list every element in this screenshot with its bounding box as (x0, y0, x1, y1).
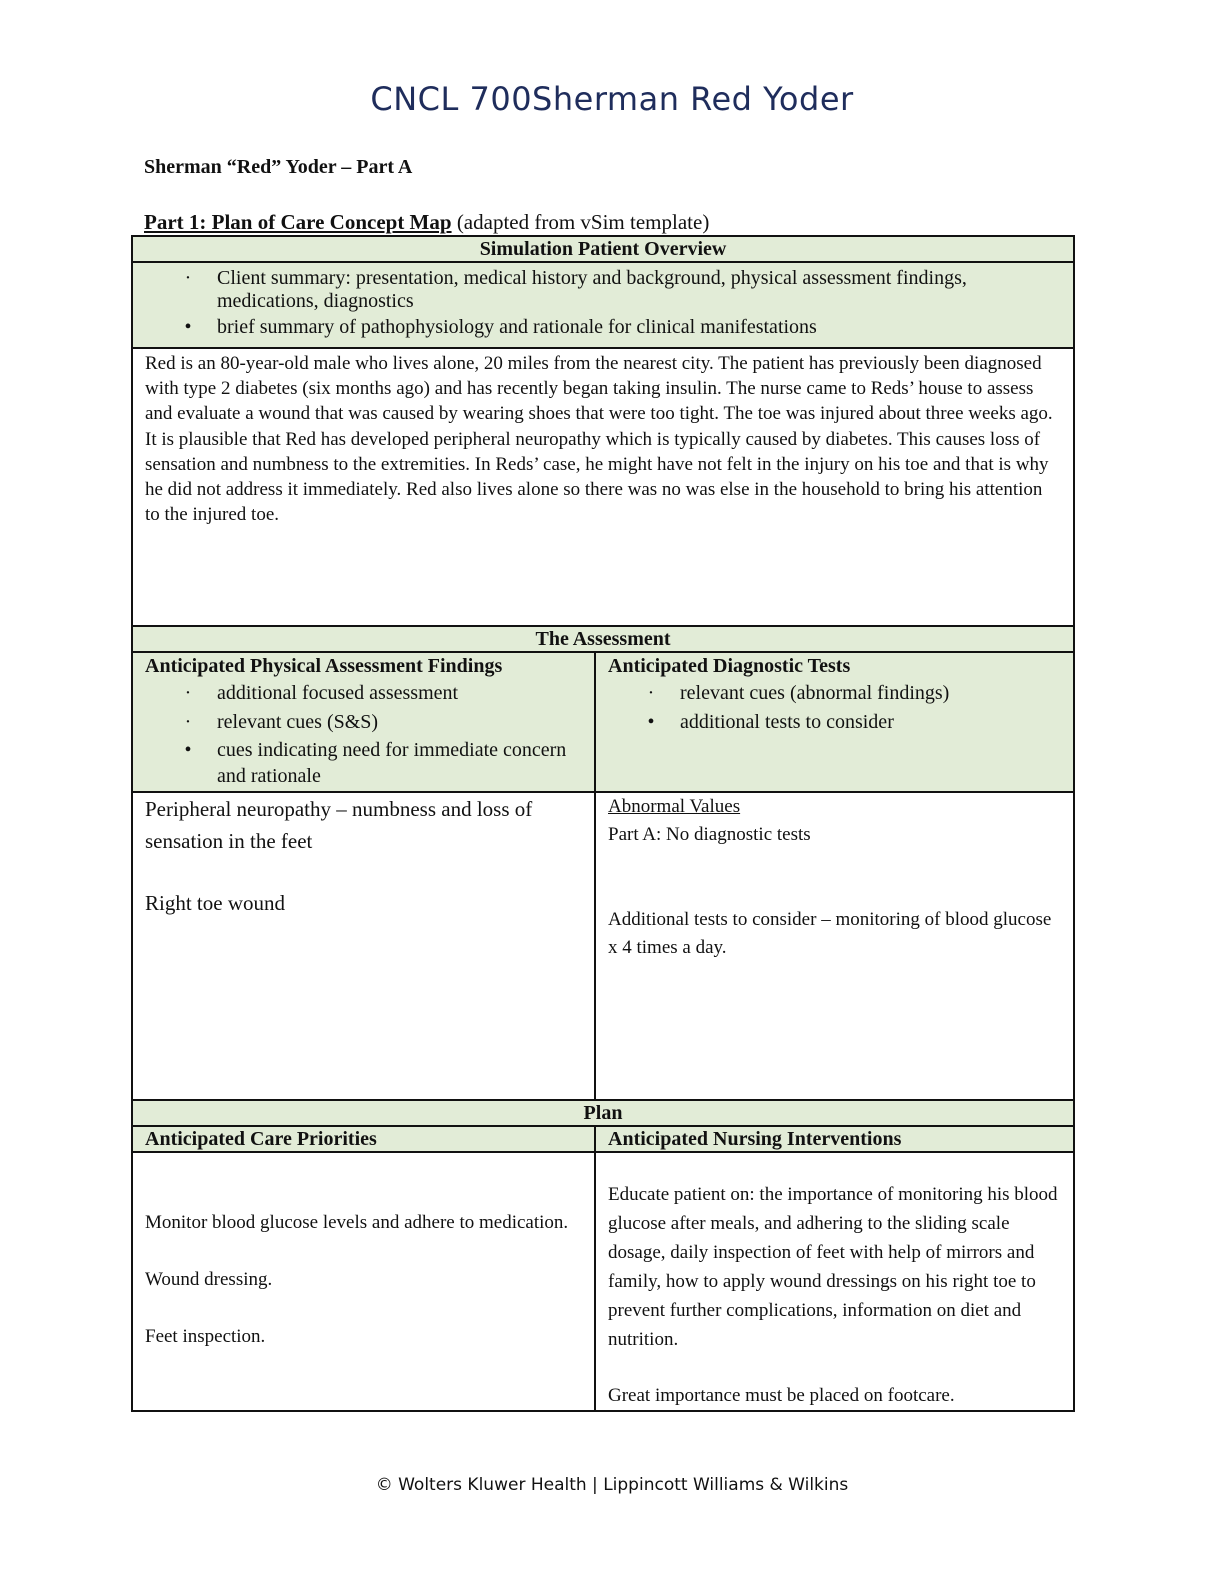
guide-item-text: cues indicating need for immediate concern and rationale (217, 739, 567, 787)
diagnostic-tests-header (595, 652, 1074, 792)
bullet-icon: · (184, 682, 192, 704)
assessment-title: The Assessment (132, 626, 1074, 652)
part-heading-bold: Part 1: Plan of Care Concept Map (144, 210, 452, 234)
care-priorities-cell (132, 1152, 595, 1411)
overview-narrative: Red is an 80-year-old male who lives alone, 20 miles from the nearest city. The patient has previously been diagnosed with type 2 diabetes (six months ago) and has recently began taking insulin. The nurse came to Reds’ house to assess and evaluate a wound that was caused by wearing shoes that were too tight. The toe was injured about three weeks ago. It is plausible that Red has developed peripheral neuropathy which is typically caused by diabetes. This causes loss of sensation and numbness to the extremities. In Reds’ case, he might have not felt in the injury on his toe and that is why he did not address it immediately. Red also lives alone so there was no was else in the household to bring his attention to the injured toe. (145, 353, 1053, 526)
copyright-footer: © Wolters Kluwer Health | Lippincott Williams & Wilkins (375, 1475, 849, 1495)
interventions-footcare: Great importance must be placed on footcare. (608, 1385, 955, 1406)
case-heading: Sherman “Red” Yoder – Part A (144, 156, 413, 178)
diagnostic-guide-list (608, 679, 1061, 737)
nursing-interventions-heading: Anticipated Nursing Interventions (595, 1126, 1074, 1152)
interventions-paragraph: Educate patient on: the importance of monitoring his blood glucose after meals, and adhering to the sliding scale dosage, daily inspection of feet with help of mirrors and family, how to apply wound dressings on his right toe to prevent further complications, information on diet and nutrition. (608, 1184, 1058, 1350)
care-priorities-heading: Anticipated Care Priorities (132, 1126, 595, 1152)
page-title: CNCL 700Sherman Red Yoder (370, 80, 854, 118)
guide-item (184, 708, 582, 737)
bullet-icon: • (647, 711, 655, 733)
overview-guide-list (145, 267, 1061, 339)
finding-toe-wound: Right toe wound (145, 891, 285, 915)
diagnostic-tests-heading: Anticipated Diagnostic Tests (608, 655, 851, 677)
guide-item (647, 679, 1061, 708)
physical-findings-header (132, 652, 595, 792)
guide-item (184, 737, 582, 789)
guide-item-text: additional focused assessment (217, 682, 459, 704)
guide-item (184, 679, 582, 708)
plan-title: Plan (132, 1100, 1074, 1126)
bullet-icon: · (184, 711, 192, 733)
finding-neuropathy: Peripheral neuropathy – numbness and loss of sensation in the feet (145, 797, 533, 853)
bullet-icon: · (184, 267, 192, 289)
physical-guide-list (145, 679, 582, 789)
diagnostic-tests-cell (595, 792, 1074, 1100)
guide-item (647, 708, 1061, 737)
part-heading-suffix: (adapted from vSim template) (451, 210, 710, 234)
overview-narrative-cell (132, 348, 1074, 626)
overview-title: Simulation Patient Overview (132, 236, 1074, 262)
guide-item-text: brief summary of pathophysiology and rationale for clinical manifestations (217, 316, 817, 338)
physical-findings-cell (132, 792, 595, 1100)
physical-findings-heading: Anticipated Physical Assessment Findings (145, 655, 503, 677)
priority-wound: Wound dressing. (145, 1269, 273, 1290)
additional-tests: Additional tests to consider – monitoring of blood glucose x 4 times a day. (608, 909, 1052, 958)
priority-glucose: Monitor blood glucose levels and adhere to medication. (145, 1212, 569, 1233)
bullet-icon: • (184, 316, 192, 338)
guide-item-text: Client summary: presentation, medical history and background, physical assessment findings, medications, diagnostics (217, 267, 967, 312)
guide-item-text: relevant cues (abnormal findings) (680, 682, 950, 704)
overview-guide (132, 262, 1074, 348)
guide-item (184, 316, 1061, 339)
bullet-icon: · (647, 682, 655, 704)
bullet-icon: • (184, 739, 192, 761)
guide-item-text: relevant cues (S&S) (217, 711, 379, 733)
nursing-interventions-cell (595, 1152, 1074, 1411)
part-a-tests: Part A: No diagnostic tests (608, 824, 811, 845)
guide-item-text: additional tests to consider (680, 711, 894, 733)
abnormal-values-label: Abnormal Values (608, 796, 741, 817)
guide-item (184, 267, 1061, 313)
priority-feet: Feet inspection. (145, 1326, 266, 1347)
concept-map-table (131, 235, 1075, 1412)
part-heading (144, 210, 709, 235)
